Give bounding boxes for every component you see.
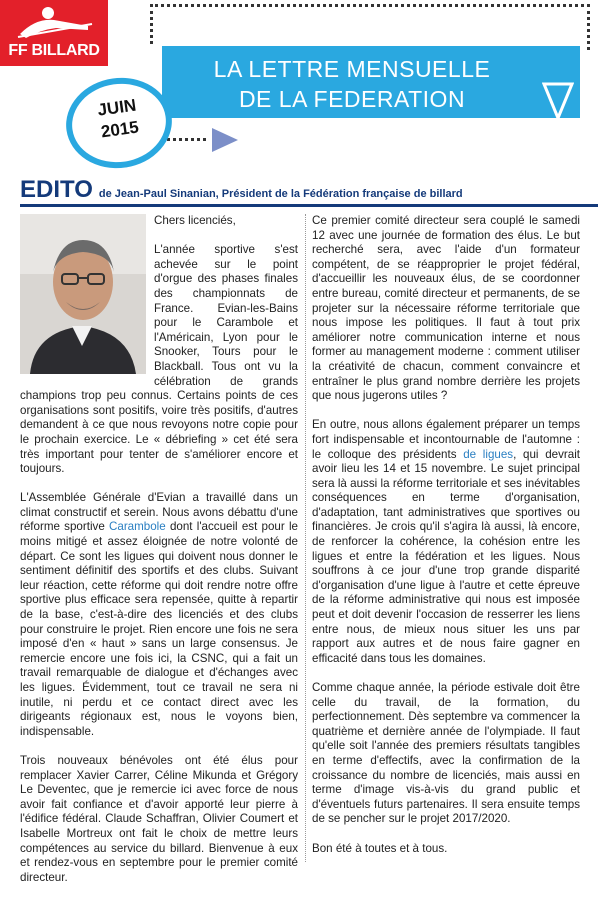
logo-text: FF BILLARD: [8, 42, 100, 59]
right-paragraph-2: En outre, nous allons également préparer un temps fort indispensable et incontournable de l'automne : le colloque des présidents de ligues, qui devrait avoir lieu les 14 et 15 novembre. Le sujet principal sera là aussi la réforme territoriale et ses inévitables conséquences en terme d'organisation, d'adaptation, tant administratives que sportives ou financières. Je crois qu'il s'agira là aussi, là encore, de renforcer la cohérence, la cohésion entre les ligues et entre la fédération et les ligues. Nous souffrons à ce jour d'une trop grande disparité d'organisation d'une ligue à l'autre et cette épreuve de la réforme administrative qui nous est imposée peut et doit devenir l'occasion de resserrer les liens entre nous, de mieux nous situer les uns par rapport aux autres et de nous faire gagner en efficacité dans tous les domaines.: [312, 418, 580, 665]
edito-title: EDITO: [20, 176, 93, 203]
issue-month: JUIN: [96, 95, 138, 120]
right-column: [312, 214, 580, 871]
left-column: [20, 214, 298, 900]
issue-year: 2015: [99, 117, 140, 142]
left-paragraph-3: Trois nouveaux bénévoles ont été élus pour remplacer Xavier Carrer, Céline Mikunda et Grégory Le Deventec, que je remercie ici avec force de nous avoir fait confiance et d'avoir apporté leur pierre à l'édifice fédéral. Claude Schaffran, Olivier Coumert et Isabelle Mortreux ont fait le choix de mettre leurs compétences au service du billard. Bienvenue à eux et rendez-vous en septembre pour le premier comité directeur.: [20, 753, 298, 884]
right-paragraph-1: Ce premier comité directeur sera couplé le samedi 12 avec une journée de formation des élus. Le but recherché sera, avec l'aide d'un formateur compétent, de se réapproprier le projet fédéral, d'accueillir les nouveaux élus, de se coordonner entre bureau, comité directeur et permanents, de se projeter sur la nécessaire réforme territoriale que nous impose les politiques. Il faut à tout prix améliorer notre communication interne et nous former au management moderne : comment utiliser la créativité de chacun, comment convaincre et entraîner le plus grand nombre derrière les projets que nous jugerons utiles ?: [312, 214, 580, 403]
dotted-line-right: [587, 4, 590, 50]
closing-line: Bon été à toutes et à tous.: [312, 841, 448, 855]
newsletter-banner: [162, 46, 580, 118]
edito-heading: [20, 176, 463, 204]
dotted-line-left: [150, 4, 153, 44]
banner-title-line2: DE LA FEDERATION: [238, 86, 466, 112]
dotted-line-top: [150, 4, 590, 7]
player-silhouette-icon: [14, 4, 94, 42]
carambole-link[interactable]: Carambole: [109, 520, 166, 534]
left-paragraph-1: L'année sportive s'est achevée sur le point d'orgue des phases finales des championnats de France. Evian-les-Bains pour le Carambole et l'Américain, Lyon pour le Snooker, Tours pour le Blackball. Tous ont vu la célébration de grands champions trop peu connus. Certains points de ces organisations sont positifs, voire très positifs, d'autres demandent à ce que nous revoyons notre copie pour le prochain exercice. Le « débriefing » cet été sera très important pour tenter de s'améliorer encore et toujours.: [20, 243, 298, 476]
greeting: Chers licenciés,: [154, 214, 236, 227]
edito-rule: [20, 204, 598, 207]
edito-subtitle: de Jean-Paul Sinanian, Président de la Fédération française de billard: [98, 188, 463, 200]
ligues-link[interactable]: de ligues: [463, 447, 514, 461]
author-portrait: [20, 214, 146, 374]
right-paragraph-3: Comme chaque année, la période estivale doit être celle du travail, de la formation, du perfectionnement. Dès septembre va commencer la quatrième et dernière année de l'olympiade. Il faut qu'elle soit l'année des premiers résultats tangibles en terme d'effectifs, avec la confirmation de la croissance du nombre de licenciés, mais aussi en terme d'image vis-à-vis du grand public et d'éventuels futurs partenaires. Il sera ensuite temps de se pencher sur le projet 2017/2020.: [312, 681, 580, 826]
triangle-down-icon: [542, 82, 574, 122]
triangle-right-icon: [210, 126, 240, 154]
ffbillard-logo: [0, 0, 108, 66]
banner-title-line1: LA LETTRE MENSUELLE: [213, 56, 491, 82]
issue-date-badge: [60, 71, 177, 175]
left-paragraph-2: L'Assemblée Générale d'Evian a travaillé dans un climat constructif et serein. Nous avons débattu d'une réforme sportive Carambole dont l'accueil est pour le moins mitigé et assez éloignée de notre volonté de départ. Ce sont les ligues qui doivent nous donner le sentiment définitif des sportifs et des clubs. Suivant leur réaction, cette réforme qui doit rendre notre offre sportive plus efficace sera repensée, quitte à repartir de la base, c'est-à-dire des licenciés et des clubs pour construire le projet. Rien encore une fois ne sera imposé d'en « haut » sans un large consensus. Je remercie encore une fois ici, la CSNC, qui a fait un travail remarquable de dialogue et d'échanges avec les ligues. Évidemment, tout ce travail ne sera ni inutile, ni perdu et ce contact direct avec les dirigeants régionaux est, nous le voyons bien, indispensable.: [20, 491, 298, 738]
column-divider: [305, 214, 306, 862]
